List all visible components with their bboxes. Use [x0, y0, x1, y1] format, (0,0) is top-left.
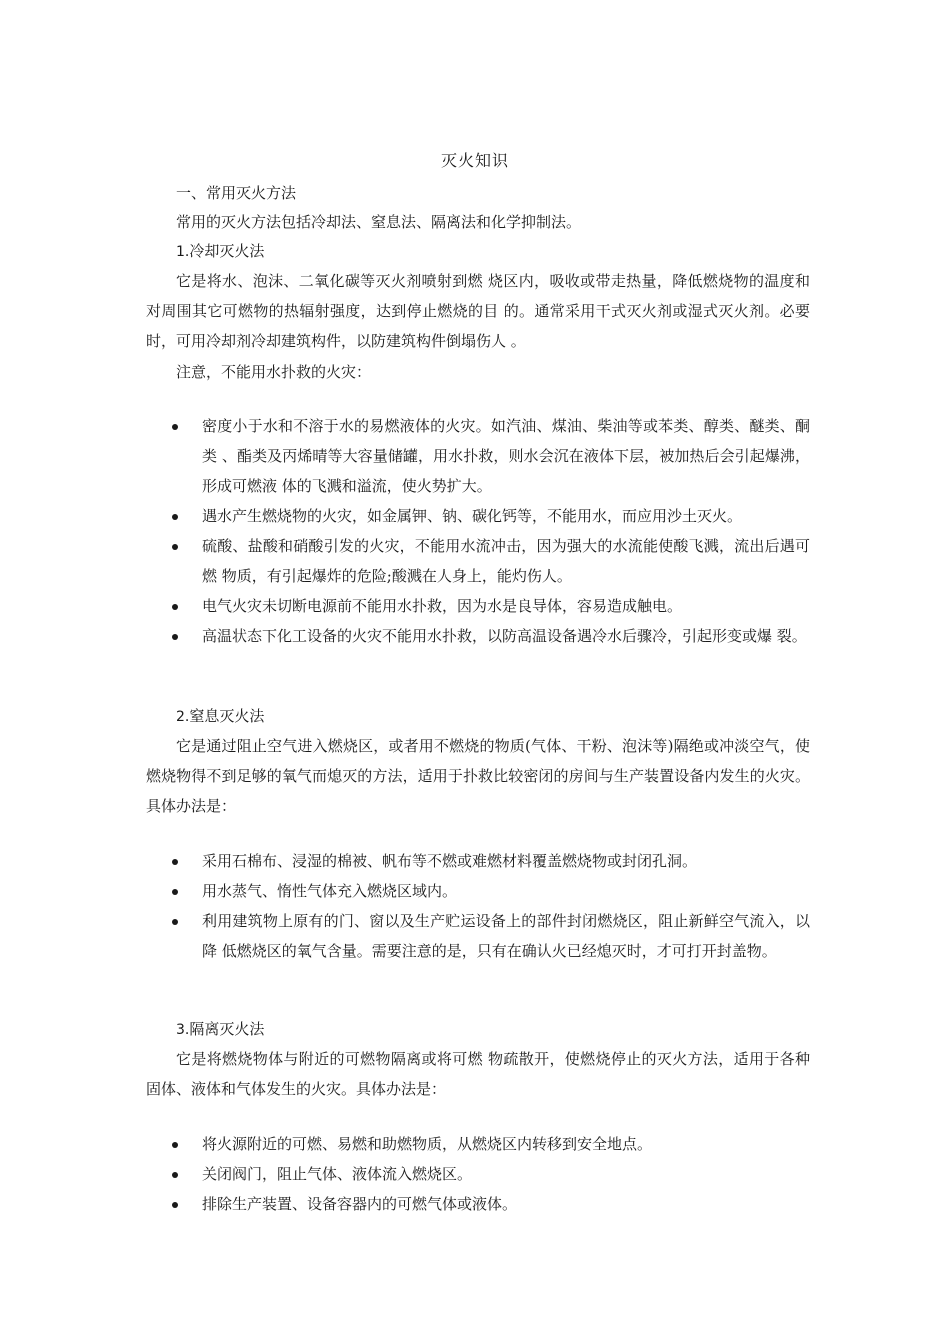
list-item: 将火源附近的可燃、易燃和助燃物质，从燃烧区内转移到安全地点。: [166, 1129, 810, 1159]
list-item: 关闭阀门，阻止气体、液体流入燃烧区。: [166, 1159, 810, 1189]
bullet-icon: [172, 634, 178, 640]
subsection-title: 隔离灭火法: [189, 1020, 265, 1038]
bullet-icon: [172, 889, 178, 895]
bullet-icon: [172, 424, 178, 430]
smothering-paragraph: 它是通过阻止空气进入燃烧区，或者用不燃烧的物质(气体、干粉、泡沫等)隔绝或冲淡空气，使燃烧物得不到足够的氧气而熄灭的方法，适用于扑救比较密闭的房间与生产装置设备内发生的火灾。具体办法是：: [146, 737, 810, 815]
isolation-list: [166, 1129, 810, 1219]
list-item: 密度小于水和不溶于水的易燃液体的火灾。如汽油、煤油、柴油等或苯类、醇类、醚类、酮类 、酯类及丙烯晴等大容量储罐，用水扑救，则水会沉在液体下层，被加热后会引起爆沸，形成可燃液 体的飞溅和溢流，使火势扩大。: [166, 411, 810, 501]
subsection-heading-cooling: [146, 236, 810, 267]
list-item: 硫酸、盐酸和硝酸引发的火灾，不能用水流冲击，因为强大的水流能使酸飞溅，流出后遇可燃 物质，有引起爆炸的危险;酸溅在人身上，能灼伤人。: [166, 531, 810, 591]
bullet-icon: [172, 514, 178, 520]
document-title: 灭火知识: [440, 151, 509, 170]
list-item: 利用建筑物上原有的门、窗以及生产贮运设备上的部件封闭燃烧区，阻止新鲜空气流入，以降 低燃烧区的氧气含量。需要注意的是，只有在确认火已经熄灭时，才可打开封盖物。: [166, 906, 810, 966]
list-item: 采用石棉布、浸湿的棉被、帆布等不燃或难燃材料覆盖燃烧物或封闭孔洞。: [166, 846, 810, 876]
bullet-icon: [172, 544, 178, 550]
list-item: 高温状态下化工设备的火灾不能用水扑救，以防高温设备遇冷水后骤冷，引起形变或爆 裂。: [166, 621, 810, 651]
cooling-list: [166, 411, 810, 651]
subsection-heading-smothering: [146, 701, 810, 732]
subsection-title: 窒息灭火法: [189, 707, 265, 725]
section-heading: 一、常用灭火方法: [176, 184, 297, 202]
bullet-icon: [172, 1142, 178, 1148]
subsection-number: 3.: [176, 1022, 190, 1038]
bullet-icon: [172, 859, 178, 865]
subsection-title: 冷却灭火法: [189, 242, 265, 260]
list-item: 遇水产生燃烧物的火灾，如金属钾、钠、碳化钙等，不能用水，而应用沙土灭火。: [166, 501, 810, 531]
subsection-number: 2.: [176, 709, 190, 725]
bullet-icon: [172, 1172, 178, 1178]
bullet-icon: [172, 604, 178, 610]
isolation-paragraph: 它是将燃烧物体与附近的可燃物隔离或将可燃 物疏散开，使燃烧停止的灭火方法，适用于各种固体、液体和气体发生的火灾。具体办法是：: [146, 1050, 810, 1098]
intro-paragraph: 常用的灭火方法包括冷却法、窒息法、隔离法和化学抑制法。: [176, 213, 582, 231]
cooling-paragraph: 它是将水、泡沫、二氧化碳等灭火剂喷射到燃 烧区内，吸收或带走热量，降低燃烧物的温度和对周围其它可燃物的热辐射强度，达到停止燃烧的目 的。通常采用干式灭火剂或湿式灭火剂。必要时，可用冷却剂冷却建筑构件，以防建筑构件倒塌伤人 。: [146, 272, 810, 350]
bullet-icon: [172, 1202, 178, 1208]
subsection-number: 1.: [176, 244, 190, 260]
smothering-list: [166, 846, 810, 966]
list-item: 排除生产装置、设备容器内的可燃气体或液体。: [166, 1189, 810, 1219]
bullet-icon: [172, 919, 178, 925]
list-item: 电气火灾未切断电源前不能用水扑救，因为水是良导体，容易造成触电。: [166, 591, 810, 621]
subsection-heading-isolation: [146, 1014, 810, 1045]
cooling-note: 注意，不能用水扑救的火灾：: [176, 363, 372, 381]
list-item: 用水蒸气、惰性气体充入燃烧区域内。: [166, 876, 810, 906]
